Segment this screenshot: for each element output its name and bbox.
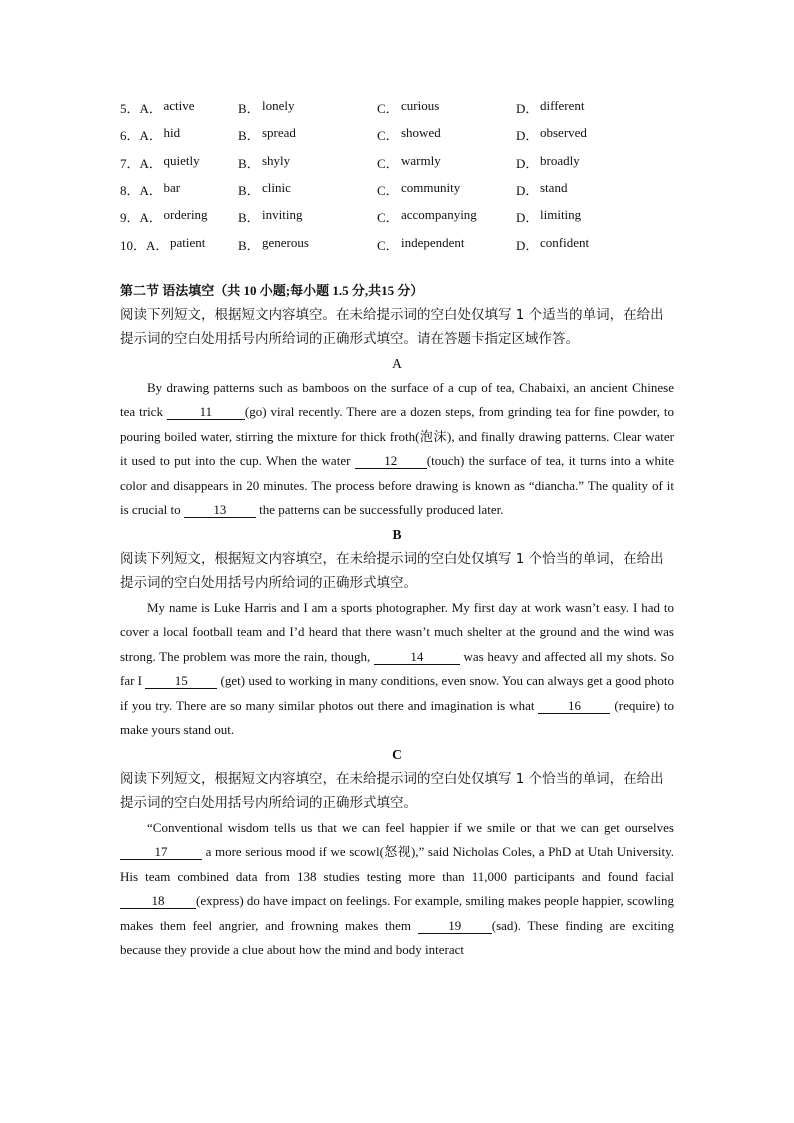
passage-c-letter: C: [392, 746, 402, 762]
question-number: 6．: [120, 128, 140, 144]
option-d: [516, 125, 654, 144]
option-a: [120, 180, 238, 199]
passage-a-letter: A: [392, 355, 402, 371]
passage-c-text: (express) do have impact on feelings. For example, smiling makes people happier, scowling makes them feel angrier, and frowning makes them: [120, 893, 674, 933]
passage-c-instruction: 阅读下列短文，根据短文内容填空，在未给提示词的空白处仅填写 1 个恰当的单词，在给出提示词的空白处用括号内所给词的正确形式填空。: [120, 770, 664, 812]
option-text: limiting: [540, 207, 582, 223]
option-row: [120, 203, 674, 230]
passage-c-text: “Conventional wisdom tells us that we can feel happier if we smile or that we can get ourselves: [147, 819, 674, 835]
option-letter: C．: [377, 183, 399, 199]
option-text: quietly: [163, 152, 200, 168]
option-letter: D．: [516, 237, 539, 253]
option-text: generous: [262, 234, 309, 250]
passage-a: [120, 376, 674, 523]
exam-page: [120, 94, 674, 963]
option-letter: A．: [139, 128, 162, 144]
option-row: [120, 230, 674, 257]
option-a: [120, 98, 238, 117]
option-letter: B．: [238, 183, 260, 199]
question-number: 9．: [120, 210, 140, 226]
option-a: [120, 153, 238, 172]
option-letter: B．: [238, 210, 260, 226]
blank-14: 14: [374, 649, 460, 665]
option-d: [516, 207, 654, 226]
passage-a-text: (go) viral recently. There are a dozen steps, from grinding tea for fine powder, to pouring boiled water, stirring the mixture for thick froth(泡沫), and finally drawing patterns. Clear water it used to put into the cup. When the water: [120, 404, 674, 469]
option-text: confident: [540, 234, 590, 250]
option-text: stand: [540, 180, 568, 196]
option-letter: B．: [238, 101, 260, 117]
option-b: [238, 153, 377, 172]
option-d: [516, 98, 654, 117]
option-b: [238, 235, 377, 254]
blank-15: 15: [145, 673, 217, 689]
passage-a-text: (touch) the surface of tea, it turns into a white color and disappears in 20 minutes. The process before drawing is known as “diancha.” The quality of it is crucial to: [120, 453, 674, 518]
option-letter: C．: [377, 237, 399, 253]
option-letter: C．: [377, 210, 399, 226]
option-letter: A．: [139, 155, 162, 171]
blank-13: 13: [184, 502, 256, 518]
option-letter: D．: [516, 128, 539, 144]
option-text: active: [163, 98, 195, 114]
option-text: community: [401, 180, 461, 196]
option-d: [516, 153, 654, 172]
option-c: [377, 180, 516, 199]
question-number: 8．: [120, 183, 140, 199]
question-number: 10．: [120, 237, 147, 253]
option-b: [238, 125, 377, 144]
option-text: different: [540, 98, 585, 114]
passage-b-text: (require) to make yours stand out.: [120, 697, 674, 738]
option-row: [120, 94, 674, 121]
blank-18: 18: [120, 893, 196, 909]
option-text: clinic: [262, 180, 291, 196]
option-a: [120, 207, 238, 226]
option-text: curious: [401, 98, 440, 114]
option-letter: A．: [139, 183, 162, 199]
option-letter: C．: [377, 128, 399, 144]
passage-c: [120, 816, 674, 963]
option-c: [377, 125, 516, 144]
option-text: observed: [540, 125, 587, 141]
passage-a-text: By drawing patterns such as bamboos on the surface of a cup of tea, Chabaixi, an ancient Chinese tea trick: [120, 379, 674, 420]
option-c: [377, 207, 516, 226]
blank-11: 11: [167, 404, 245, 420]
option-a: [120, 125, 238, 144]
option-text: broadly: [540, 152, 580, 168]
option-row: [120, 149, 674, 176]
option-b: [238, 180, 377, 199]
option-text: hid: [163, 125, 181, 141]
blank-16: 16: [538, 698, 610, 714]
blank-17: 17: [120, 844, 202, 860]
question-number: 7．: [120, 155, 140, 171]
option-text: patient: [170, 234, 206, 250]
option-text: spread: [262, 125, 296, 141]
option-text: showed: [401, 125, 441, 141]
passage-a-text: the patterns can be successfully produced later.: [255, 502, 504, 518]
option-text: ordering: [163, 207, 208, 223]
passage-b-text: (get) used to working in many conditions, even snow. You can always get a good photo if you try. There are so many similar photos out there and imagination is what: [120, 673, 674, 713]
passage-b-instruction: 阅读下列短文，根据短文内容填空，在未给提示词的空白处仅填写 1 个恰当的单词，在给出提示词的空白处用括号内所给词的正确形式填空。: [120, 550, 664, 592]
question-number: 5．: [120, 101, 140, 117]
option-letter: D．: [516, 183, 539, 199]
option-text: shyly: [262, 152, 291, 168]
option-c: [377, 98, 516, 117]
option-text: warmly: [401, 152, 441, 168]
blank-12: 12: [355, 453, 427, 469]
option-letter: A．: [146, 237, 169, 253]
option-letter: A．: [139, 210, 162, 226]
blank-19: 19: [418, 918, 492, 934]
option-b: [238, 98, 377, 117]
passage-b-text: My name is Luke Harris and I am a sports photographer. My first day at work wasn’t easy. I had to cover a local football team and I’d heard that there wasn’t much shelter at the ground and the wind was strong. The problem was more the rain, though,: [120, 599, 674, 664]
option-text: lonely: [262, 98, 295, 114]
option-b: [238, 207, 377, 226]
option-letter: D．: [516, 101, 539, 117]
option-letter: B．: [238, 237, 260, 253]
option-letter: B．: [238, 128, 260, 144]
option-a: [120, 235, 238, 254]
section-heading: 第二节 语法填空（共 10 小题;每小题 1.5 分,共15 分）: [120, 282, 424, 298]
passage-b: [120, 596, 674, 743]
option-d: [516, 180, 654, 199]
option-letter: D．: [516, 210, 539, 226]
options-list: [120, 94, 674, 258]
option-c: [377, 153, 516, 172]
option-letter: C．: [377, 155, 399, 171]
option-letter: B．: [238, 155, 260, 171]
option-row: [120, 176, 674, 203]
option-text: bar: [163, 180, 181, 196]
option-letter: D．: [516, 155, 539, 171]
passage-c-text: a more serious mood if we scowl(怒视),” said Nicholas Coles, a PhD at Utah University. His team combined data from 138 studies testing more than 11,000 participants and found facial: [120, 844, 674, 884]
option-d: [516, 235, 654, 254]
option-text: inviting: [262, 207, 303, 223]
passage-b-text: was heavy and affected all my shots. So far I: [120, 648, 674, 689]
section-instruction: 阅读下列短文，根据短文内容填空。在未给提示词的空白处仅填写 1 个适当的单词，在给出提示词的空白处用括号内所给词的正确形式填空。请在答题卡指定区域作答。: [120, 306, 664, 348]
option-text: accompanying: [401, 207, 477, 223]
option-letter: A．: [139, 101, 162, 117]
option-letter: C．: [377, 101, 399, 117]
passage-b-letter: B: [392, 526, 402, 542]
option-row: [120, 121, 674, 148]
passage-c-text: (sad). These finding are exciting because they provide a clue about how the mind and body interact: [120, 917, 675, 958]
option-c: [377, 235, 516, 254]
option-text: independent: [401, 234, 465, 250]
